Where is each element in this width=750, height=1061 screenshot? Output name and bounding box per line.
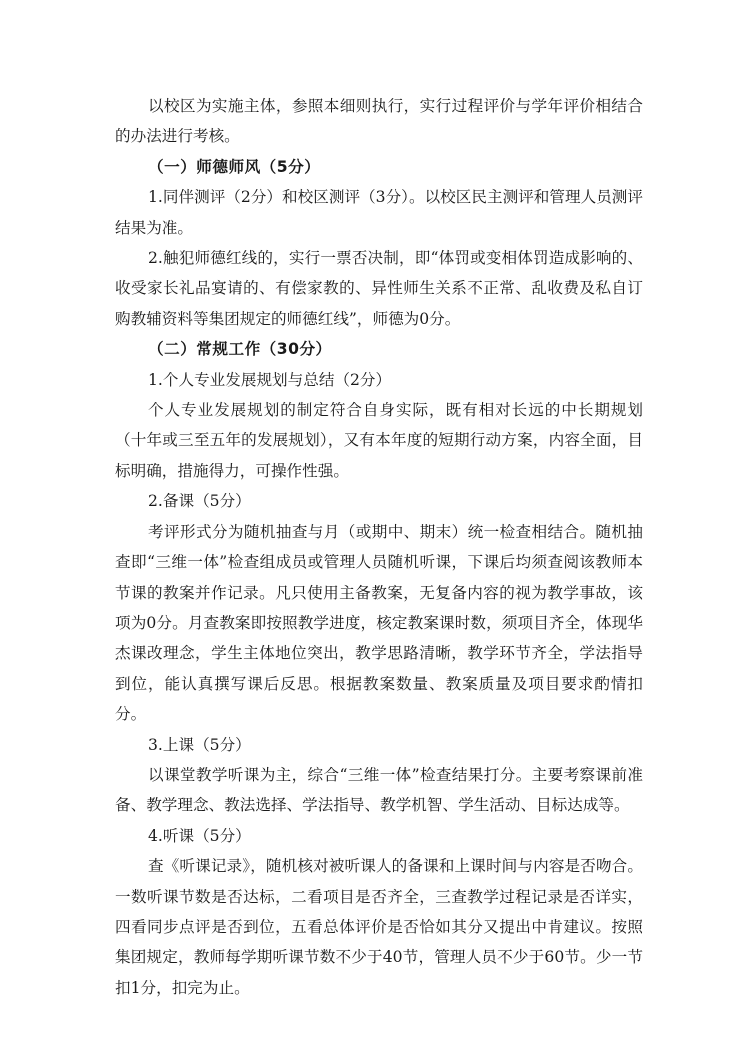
ethics-item-1: 1.同伴测评（2分）和校区测评（3分）。以校区民主测评和管理人员测评结果为准。	[115, 188, 643, 237]
routine-item-1-title: 1.个人专业发展规划与总结（2分）	[148, 370, 392, 389]
ethics-item-2: 2.触犯师德红线的，实行一票否决制，即“体罚或变相体罚造成影响的、收受家长礼品宴请的、有偿家教的、异性师生关系不正常、乱收费及私自订购教辅资料等集团规定的师德红线”，师德为0分。	[115, 249, 643, 328]
routine-item-3-text: 以课堂教学听课为主，综合“三维一体”检查结果打分。主要考察课前准备、教学理念、教法选择、学法指导、教学机智、学生活动、目标达成等。	[115, 765, 643, 815]
routine-item-2-title: 2.备课（5分）	[148, 492, 251, 511]
document-body	[115, 91, 643, 1003]
routine-item-1-text: 个人专业发展规划的制定符合自身实际，既有相对长远的中长期规划（十年或三至五年的发展规划），又有本年度的短期行动方案，内容全面，目标明确，措施得力，可操作性强。	[115, 401, 643, 480]
routine-item-3-title: 3.上课（5分）	[148, 735, 251, 754]
routine-item-4-title: 4.听课（5分）	[148, 826, 251, 845]
section-heading-ethics: （一）师德师风（5分）	[148, 157, 321, 176]
intro-paragraph: 以校区为实施主体，参照本细则执行，实行过程评价与学年评价相结合的办法进行考核。	[115, 97, 643, 146]
routine-item-2-text: 考评形式分为随机抽查与月（或期中、期末）统一检查相结合。随机抽查即“三维一体”检查组成员或管理人员随机听课，下课后均须查阅该教师本节课的教案并作记录。凡只使用主备教案，无复备内容的视为教学事故，该项为0分。月查教案即按照教学进度，核定教案课时数，须项目齐全，体现华杰课改理念，学生主体地位突出，教学思路清晰，教学环节齐全，学法指导到位，能认真撰写课后反思。根据教案数量、教案质量及项目要求酌情扣分。	[115, 522, 643, 724]
routine-item-4-text: 查《听课记录》，随机核对被听课人的备课和上课时间与内容是否吻合。一数听课节数是否达标，二看项目是否齐全，三查教学过程记录是否详实，四看同步点评是否到位，五看总体评价是否恰如其分又提出中肯建议。按照集团规定，教师每学期听课节数不少于40节，管理人员不少于60节。少一节扣1分，扣完为止。	[115, 857, 643, 997]
section-heading-routine-work: （二）常规工作（30分）	[148, 340, 332, 359]
